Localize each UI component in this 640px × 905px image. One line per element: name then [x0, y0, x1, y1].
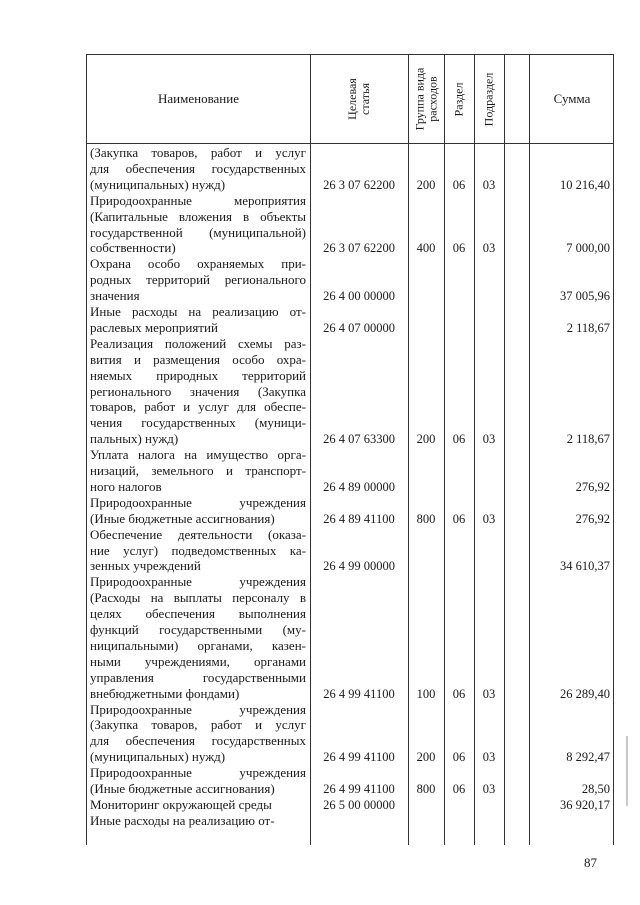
row-code: 26 5 00 00000	[323, 797, 395, 812]
header-sum: Сумма	[553, 91, 591, 106]
row-name-line: собственности)	[90, 240, 176, 256]
row-subsection: 03	[482, 241, 496, 256]
row-sum: 2 118,67	[566, 432, 610, 447]
row-name	[90, 256, 306, 304]
row-sum: 36 920,17	[560, 797, 610, 812]
row-group: 400	[416, 241, 436, 256]
row-name-line: Иные расходы на реализацию от-	[90, 304, 306, 319]
row-sum: 34 610,37	[560, 559, 610, 574]
row-name-line: низаций, земельного и транспорт-	[90, 463, 306, 478]
row-sum: 37 005,96	[560, 289, 610, 304]
row-code: 26 4 99 41100	[323, 750, 395, 765]
row-name-line: (Закупка товаров, работ и услуг	[90, 145, 306, 160]
row-name-line: (муниципальных) нужд)	[90, 176, 226, 192]
row-name-line: целях обеспечения выполнения	[90, 606, 306, 622]
row-name-line: родных территорий регионального	[90, 272, 306, 288]
row-section: 06	[452, 177, 466, 192]
row-subsection: 03	[482, 432, 496, 447]
row-name-line: Природоохранные учреждения	[90, 574, 306, 590]
margin-mark	[626, 736, 628, 806]
row-group: 800	[416, 781, 436, 796]
row-name-line: Иные расходы на реализацию от-	[90, 812, 275, 828]
row-section: 06	[452, 686, 466, 701]
row-name-line: (Капитальные вложения в объекты	[90, 208, 306, 224]
column-divider	[529, 55, 530, 845]
header-group	[408, 55, 444, 143]
row-name-line: функций государственными (му-	[90, 622, 306, 638]
row-name	[90, 304, 306, 336]
row-name-line: Реализация положений схемы раз-	[90, 335, 306, 351]
row-name-line: зенных учреждений	[90, 558, 201, 574]
row-name	[90, 336, 306, 447]
row-name-line: раслевых мероприятий	[90, 319, 218, 335]
header-group-label: Группа вида расходов	[412, 67, 439, 131]
row-subsection: 03	[482, 750, 496, 765]
row-sum: 10 216,40	[560, 177, 610, 192]
column-divider	[310, 55, 311, 845]
row-group: 100	[416, 686, 436, 701]
budget-table	[86, 54, 614, 845]
column-divider	[408, 55, 409, 845]
row-name-line: (Иные бюджетные ассигнования)	[90, 510, 275, 526]
row-section: 06	[452, 781, 466, 796]
row-name-line: товаров, работ и услуг для обеспе-	[90, 399, 306, 415]
row-sum: 276,92	[575, 511, 610, 526]
row-section: 06	[452, 750, 466, 765]
row-subsection: 03	[482, 686, 496, 701]
row-code: 26 3 07 62200	[323, 177, 395, 192]
row-group: 800	[416, 511, 436, 526]
row-name-line: Природоохранные учреждения	[90, 494, 306, 510]
row-code: 26 3 07 62200	[323, 241, 395, 256]
row-group: 200	[416, 432, 436, 447]
row-name-line: Природоохранные мероприятия	[90, 192, 306, 208]
row-name-line: Уплата налога на имущество орга-	[90, 447, 306, 463]
row-name-line: регионального значения (Закупка	[90, 383, 306, 399]
row-code: 26 4 89 41100	[323, 511, 395, 526]
row-name-line: ными учреждениями, органами	[90, 653, 306, 669]
row-name-line: Природоохранные учреждения	[90, 765, 306, 781]
row-sum: 7 000,00	[566, 241, 610, 256]
row-name	[90, 765, 306, 797]
header-code	[310, 55, 408, 143]
row-name-line: государственной (муниципальной)	[90, 224, 306, 240]
row-code: 26 4 99 41100	[323, 686, 395, 701]
header-subsection-label: Подраздел	[481, 72, 496, 126]
row-name	[90, 447, 306, 495]
row-name	[90, 813, 306, 829]
row-subsection: 03	[482, 177, 496, 192]
row-name-line: Охрана особо охраняемых при-	[90, 256, 306, 272]
row-code: 26 4 07 63300	[323, 432, 395, 447]
header-subsection	[474, 55, 504, 143]
row-name-line: Природоохранные учреждения	[90, 701, 306, 717]
row-code: 26 4 99 41100	[323, 781, 395, 796]
row-section: 06	[452, 511, 466, 526]
row-name-line: вития и размещения особо охра-	[90, 351, 306, 367]
row-name-line: няемых природных территорий	[90, 367, 306, 383]
row-name-line: для обеспечения государственных	[90, 733, 306, 749]
row-name-line: управления государственными	[90, 669, 306, 685]
row-name	[90, 145, 306, 193]
row-name	[90, 574, 306, 701]
page-number: 87	[584, 855, 597, 870]
row-name	[90, 797, 306, 813]
row-name-line: Обеспечение деятельности (оказа-	[90, 526, 306, 542]
column-divider	[444, 55, 445, 845]
row-code: 26 4 89 00000	[323, 479, 395, 494]
row-code: 26 4 00 00000	[323, 289, 395, 304]
row-name-line: ниципальными) органами, казен-	[90, 637, 306, 653]
row-name	[90, 495, 306, 527]
row-subsection: 03	[482, 781, 496, 796]
row-name-line: Мониторинг окружающей среды	[90, 796, 272, 812]
column-divider	[474, 55, 475, 845]
column-divider	[504, 55, 505, 845]
row-sum: 28,50	[581, 781, 610, 796]
row-group: 200	[416, 750, 436, 765]
row-code: 26 4 99 00000	[323, 559, 395, 574]
row-name-line: (Расходы на выплаты персоналу в	[90, 590, 306, 606]
row-code: 26 4 07 00000	[323, 320, 395, 335]
row-name-line: (Иные бюджетные ассигнования)	[90, 781, 275, 796]
row-sum: 8 292,47	[566, 750, 610, 765]
row-sum: 26 289,40	[560, 686, 610, 701]
row-name-line: ние услуг) подведомственных ка-	[90, 542, 306, 558]
row-name-line: внебюджетными фондами)	[90, 685, 240, 701]
row-name-line: (муниципальных) нужд)	[90, 749, 226, 765]
row-section: 06	[452, 241, 466, 256]
header-section-label: Раздел	[451, 82, 466, 116]
row-name-line: чения государственных (муници-	[90, 415, 306, 431]
header-divider	[87, 143, 613, 144]
row-sum: 2 118,67	[566, 320, 610, 335]
row-name	[90, 702, 306, 766]
row-name	[90, 193, 306, 257]
row-name	[90, 527, 306, 575]
row-name-line: для обеспечения государственных	[90, 160, 306, 176]
header-section	[444, 55, 474, 143]
row-name-line: значения	[90, 288, 140, 304]
header-code-label: Целевая статья	[344, 78, 372, 120]
header-name: Наименование	[158, 91, 239, 106]
row-group: 200	[416, 177, 436, 192]
row-sum: 276,92	[575, 479, 610, 494]
row-subsection: 03	[482, 511, 496, 526]
row-name-line: ного налогов	[90, 478, 162, 494]
row-name-line: пальных) нужд)	[90, 431, 179, 447]
row-section: 06	[452, 432, 466, 447]
row-name-line: (Закупка товаров, работ и услуг	[90, 717, 306, 733]
